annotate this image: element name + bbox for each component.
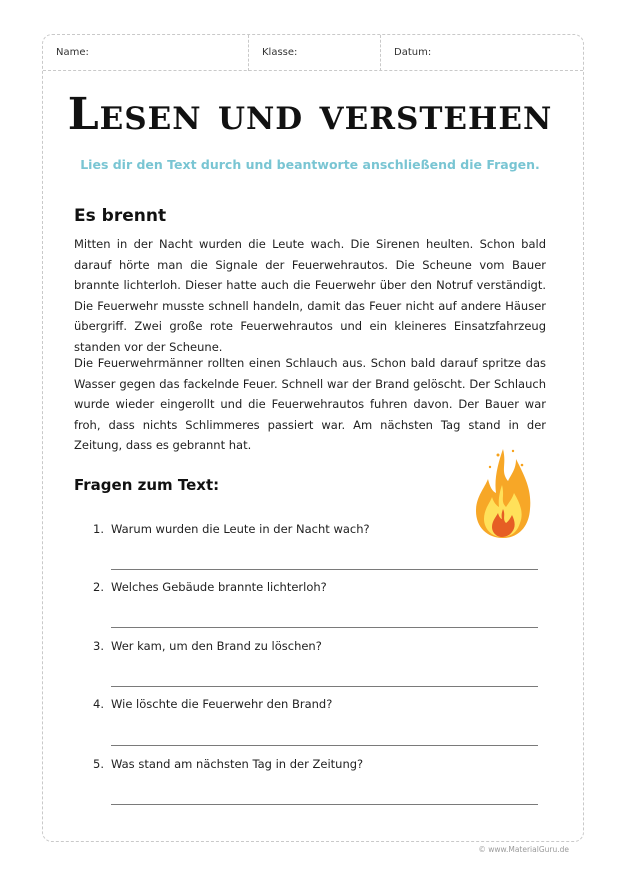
question-5 <box>93 757 363 771</box>
answer-line-4[interactable] <box>111 745 538 746</box>
answer-line-3[interactable] <box>111 686 538 687</box>
datum-field[interactable] <box>381 35 585 71</box>
datum-label: Datum: <box>394 47 432 58</box>
name-field[interactable] <box>43 35 249 71</box>
question-text: Wie löschte die Feuerwehr den Brand? <box>111 697 333 711</box>
question-text: Warum wurden die Leute in der Nacht wach? <box>111 522 370 536</box>
question-text: Was stand am nächsten Tag in der Zeitung? <box>111 757 364 771</box>
question-3 <box>93 639 322 653</box>
question-text: Welches Gebäude brannte lichterloh? <box>111 580 327 594</box>
text-heading: Es brennt <box>74 206 167 226</box>
paragraph-2: Die Feuerwehrmänner rollten einen Schlauch aus. Schon bald darauf spritze das Wasser gegen das fackelnde Feuer. Schnell war der Brand gelöscht. Der Schlauch wurde wieder eingerollt und die Feuerwehrautos fuhren davon. Der Bauer war froh, dass nichts Schlimmeres passiert war. Am nächsten Tag stand in der Zeitung, dass es gebrannt hat. <box>74 356 546 453</box>
instructions: Lies dir den Text durch und beantworte anschließend die Fragen. <box>80 157 540 172</box>
copyright-footer: © www.MaterialGuru.de <box>478 845 569 854</box>
answer-line-1[interactable] <box>111 569 538 570</box>
header-row <box>43 35 583 71</box>
klasse-field[interactable] <box>249 35 381 71</box>
page-title: Lesen und verstehen <box>67 89 553 140</box>
question-number: 1. <box>93 522 104 536</box>
name-label: Name: <box>56 47 89 58</box>
question-text: Wer kam, um den Brand zu löschen? <box>111 639 322 653</box>
question-4 <box>93 697 332 711</box>
fire-spark-4 <box>521 464 524 467</box>
questions-heading: Fragen zum Text: <box>74 476 220 494</box>
fire-spark-1 <box>497 454 500 457</box>
question-1 <box>93 522 370 536</box>
question-number: 5. <box>93 757 104 771</box>
question-number: 3. <box>93 639 104 653</box>
klasse-label: Klasse: <box>262 47 298 58</box>
question-number: 4. <box>93 697 104 711</box>
answer-line-2[interactable] <box>111 627 538 628</box>
answer-line-5[interactable] <box>111 804 538 805</box>
fire-icon <box>472 445 534 541</box>
question-number: 2. <box>93 580 104 594</box>
fire-spark-3 <box>489 466 491 468</box>
fire-spark-2 <box>512 450 514 452</box>
paragraph-1: Mitten in der Nacht wurden die Leute wach. Die Sirenen heulten. Schon bald darauf hörte man die Signale der Feuerwehrautos. Die Scheune vom Bauer brannte lichterloh. Dieser hatte auch die Feuerwehr über den Notruf verständigt. Die Feuerwehr musste schnell handeln, damit das Feuer nicht auf andere Häuser übergriff. Zwei große rote Feuerwehrautos und ein kleineres Einsatzfahrzeug standen vor der Scheune. <box>74 237 546 354</box>
question-2 <box>93 580 327 594</box>
